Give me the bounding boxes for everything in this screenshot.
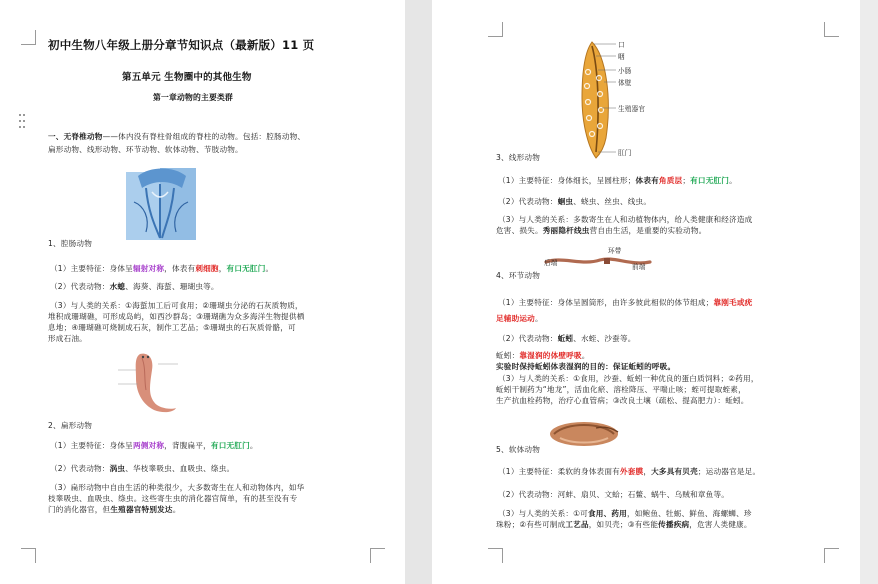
- figure-label: 体壁: [618, 79, 632, 87]
- drag-handle-icon[interactable]: [18, 111, 28, 125]
- roundworm-relation-line: （3）与人类的关系：多数寄生在人和动植物体内，给人类健康和经济造成: [498, 215, 753, 224]
- earthworm-note: 蚯蚓：靠湿润的体壁呼吸。: [496, 351, 590, 360]
- crop-mark: [21, 30, 36, 45]
- crop-mark: [488, 22, 503, 37]
- flatworm-relation-line: 门的消化器官，但生殖器官特别发达。: [48, 505, 181, 514]
- chapter-title: 第一章动物的主要类群: [153, 93, 233, 102]
- flatworm-feature: （1）主要特征：身体呈两侧对称，背腹扁平，有口无肛门。: [50, 441, 258, 450]
- vertical-scrollbar[interactable]: [860, 0, 878, 584]
- crop-mark: [824, 548, 839, 563]
- page-gap: [405, 0, 432, 584]
- roundworm-feature: （1）主要特征：身体细长，呈圆柱形；体表有角质层；有口无肛门。: [498, 176, 737, 185]
- mollusk-relation-line: （3）与人类的关系：①可食用、药用，如鲍鱼、牡蛎、鲜鱼、海螺蛳、珍: [498, 509, 752, 518]
- flatworm-relation-line: 枝睾吸虫、血吸虫、绦虫。这些寄生虫的消化器官简单，有的甚至没有专: [48, 494, 298, 503]
- cnidaria-feature: （1）主要特征：身体呈辐射对称，体表有刺细胞，有口无肛门。: [50, 264, 274, 273]
- mollusk-illustration: [546, 414, 622, 450]
- cnidaria-relation-line: 息地；④珊瑚礁可烧制成石灰，制作工艺品；⑤珊瑚虫的石灰质骨骼，可: [48, 323, 296, 332]
- flatworm-examples: （2）代表动物：涡虫、华枝睾吸虫、血吸虫、绦虫。: [50, 464, 235, 473]
- figure-label: 前端: [632, 263, 646, 271]
- flatworm-relation-line: （3）扁形动物中自由生活的种类很少，大多数寄生在人和动物体内，如华: [50, 483, 305, 492]
- mollusk-feature: （1）主要特征：柔软的身体表面有外套膜，大多具有贝壳；运动器官是足。: [498, 467, 761, 476]
- flatworm-illustration: [118, 350, 180, 416]
- annelid-relation-line: 生产抗血栓药物，治疗心血管病；③改良土壤（疏松、提高肥力）：蚯蚓。: [496, 396, 749, 405]
- crop-mark: [824, 22, 839, 37]
- crop-mark: [488, 548, 503, 563]
- figure-label: 咽: [618, 53, 625, 61]
- cnidaria-relation-line: 形成石油。: [48, 334, 87, 343]
- mollusk-examples: （2）代表动物：河蚌、扇贝、文蛤；石鳖、蜗牛、乌贼和章鱼等。: [498, 490, 730, 499]
- figure-label: 口: [618, 41, 625, 49]
- annelid-relation-line: 蚯蚓干制药为“地龙”，活血化瘀、溶栓降压、平喘止咳；蛭可提取蛭素，: [496, 385, 746, 394]
- figure-label: 小肠: [618, 67, 632, 75]
- annelid-feature-cont: 足辅助运动。: [496, 314, 543, 323]
- cnidaria-relation-line: （3）与人类的关系：①海蜇加工后可食用；②珊瑚虫分泌的石灰质物质，: [50, 301, 303, 310]
- section-roundworm-heading: 3、线形动物: [496, 153, 540, 162]
- intro-line-1: 一、无脊椎动物——体内没有脊柱骨组成的脊柱的动物。包括：腔肠动物、: [48, 132, 306, 141]
- unit-title: 第五单元 生物圈中的其他生物: [122, 72, 252, 83]
- annelid-relation-line: （3）与人类的关系：①食用，沙蚕、蚯蚓一种优良的蛋白质饲料；②药用，: [498, 374, 759, 383]
- figure-label: 生殖器官: [618, 105, 646, 113]
- figure-label: 后端: [544, 259, 558, 267]
- crop-mark: [21, 548, 36, 563]
- intro-line-2: 扁形动物、线形动物、环节动物、软体动物、节肢动物。: [48, 145, 243, 154]
- document-page-right: [432, 0, 860, 584]
- earthworm-experiment-note: 实验时保持蚯蚓体表湿润的目的：保证蚯蚓的呼吸。: [496, 362, 676, 371]
- annelid-feature: （1）主要特征：身体呈圆筒形，由许多彼此相似的体节组成；靠刚毛或疣: [498, 298, 753, 307]
- figure-label: 肛门: [618, 149, 632, 157]
- section-annelid-heading: 4、环节动物: [496, 271, 540, 280]
- document-title: 初中生物八年级上册分章节知识点（最新版）11 页: [48, 38, 315, 52]
- section-flatworm-heading: 2、扁形动物: [48, 421, 92, 430]
- annelid-examples: （2）代表动物：蚯蚓、水蛭、沙蚕等。: [498, 334, 636, 343]
- cnidaria-relation-line: 堆积成珊瑚礁，可形成岛屿，如西沙群岛；③珊瑚礁为众多海洋生物提供栖: [48, 312, 305, 321]
- roundworm-examples: （2）代表动物：蛔虫、蛲虫、丝虫、线虫。: [498, 197, 652, 206]
- section-mollusk-heading: 5、软体动物: [496, 445, 540, 454]
- mollusk-relation-line: 珠粉；②有些可制成工艺品，如贝壳；③有些能传播疾病，危害人类健康。: [496, 520, 752, 529]
- cnidarian-illustration: [120, 162, 202, 244]
- roundworm-relation-line: 危害、损失。秀丽隐杆线虫营自由生活，是重要的实验动物。: [496, 226, 707, 235]
- term-invertebrate: 无脊椎动物: [63, 132, 103, 141]
- cnidaria-examples: （2）代表动物：水螅、海葵、海蜇、珊瑚虫等。: [50, 282, 219, 291]
- document-page-left: [0, 0, 405, 584]
- crop-mark: [370, 548, 385, 563]
- section-cnidaria-heading: 1、腔肠动物: [48, 239, 92, 248]
- figure-label: 环带: [608, 247, 622, 255]
